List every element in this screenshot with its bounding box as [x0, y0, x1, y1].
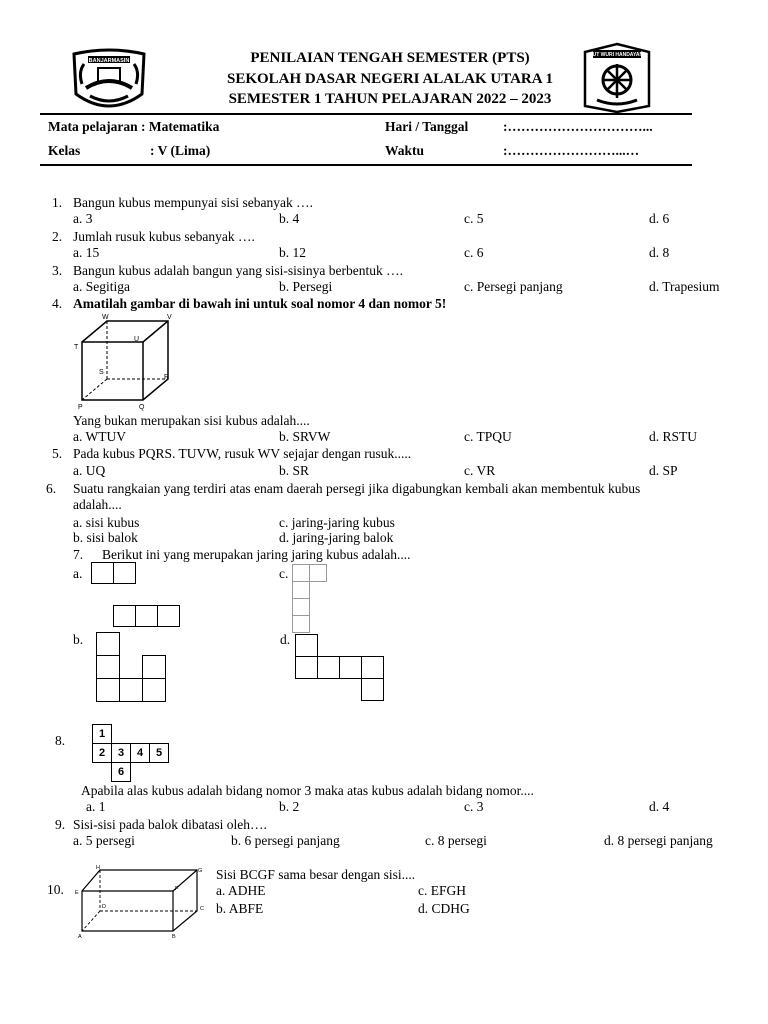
- q7-option-a-label: a.: [73, 566, 83, 581]
- q2-number: 2.: [52, 229, 63, 244]
- cuboid-label-f: F: [175, 886, 179, 892]
- exam-title: PENILAIAN TENGAH SEMESTER (PTS): [250, 50, 530, 66]
- cube-label-r: R: [164, 374, 170, 381]
- school-logo: [68, 44, 150, 118]
- q4-option-b: b. SRVW: [279, 429, 331, 444]
- q8-cell-3: 3: [111, 743, 131, 763]
- q8-option-d: d. 4: [649, 799, 670, 814]
- q7-option-b-label: b.: [73, 632, 84, 647]
- q1-number: 1.: [52, 195, 63, 210]
- q2-option-c: c. 6: [464, 245, 484, 260]
- q4-number: 4.: [52, 296, 63, 311]
- semester-year: SEMESTER 1 TAHUN PELAJARAN 2022 – 2023: [228, 91, 552, 107]
- q4-option-a: a. WTUV: [73, 429, 126, 444]
- cuboid-label-e: E: [75, 890, 79, 896]
- q6-option-c: c. jaring-jaring kubus: [279, 515, 395, 530]
- cuboid-label-d: D: [102, 904, 106, 910]
- q6-option-d: d. jaring-jaring balok: [279, 530, 394, 545]
- q9-option-a: a. 5 persegi: [73, 833, 135, 848]
- q8-cell-5: 5: [149, 743, 169, 763]
- cuboid-label-g: G: [198, 868, 203, 874]
- q10-number: 10.: [47, 882, 64, 897]
- q7-number: 7.: [73, 547, 84, 562]
- class-value: : V (Lima): [150, 143, 211, 158]
- time-label: Waktu: [385, 143, 425, 158]
- q9-text: Sisi-sisi pada balok dibatasi oleh….: [73, 817, 267, 832]
- cube-label-w: W: [102, 314, 109, 321]
- q10-option-c: c. EFGH: [418, 883, 466, 898]
- q7-option-c-label: c.: [279, 566, 289, 581]
- q9-option-b: b. 6 persegi panjang: [231, 833, 340, 848]
- q8-cell-4: 4: [130, 743, 150, 763]
- day-value: :…………………………...: [503, 119, 653, 134]
- q8-cell-1: 1: [92, 724, 112, 744]
- cuboid-figure: [72, 864, 212, 940]
- q3-text: Bangun kubus adalah bangun yang sisi-sisinya berbentuk ….: [73, 263, 403, 278]
- q10-option-b: b. ABFE: [216, 901, 264, 916]
- q5-text: Pada kubus PQRS. TUVW, rusuk WV sejajar dengan rusuk.....: [73, 446, 412, 461]
- q5-option-a: a. UQ: [73, 463, 106, 478]
- q9-option-d: d. 8 persegi panjang: [604, 833, 713, 848]
- cube-label-q: Q: [139, 404, 145, 411]
- q8-option-c: c. 3: [464, 799, 484, 814]
- q5-option-b: b. SR: [279, 463, 310, 478]
- q8-text: Apabila alas kubus adalah bidang nomor 3 maka atas kubus adalah bidang nomor....: [81, 783, 534, 798]
- q6-number: 6.: [46, 481, 57, 496]
- q3-option-b: b. Persegi: [279, 279, 333, 294]
- q3-option-d: d. Trapesium: [649, 279, 720, 294]
- q7-text: Berikut ini yang merupakan jaring jaring kubus adalah....: [102, 547, 411, 562]
- subject-label: Mata pelajaran : Matematika: [48, 119, 220, 134]
- q5-option-c: c. VR: [464, 463, 496, 478]
- q3-option-c: c. Persegi panjang: [464, 279, 563, 294]
- q6-text-line2: adalah....: [73, 497, 122, 512]
- q4-option-d: d. RSTU: [649, 429, 698, 444]
- q8-cell-2: 2: [92, 743, 112, 763]
- cuboid-label-c: C: [200, 906, 204, 912]
- q9-number: 9.: [55, 817, 66, 832]
- q3-option-a: a. Segitiga: [73, 279, 130, 294]
- q8-option-b: b. 2: [279, 799, 300, 814]
- class-label: Kelas: [48, 143, 81, 158]
- cube-label-t: T: [74, 344, 79, 351]
- cube-figure: [72, 312, 182, 412]
- cube-label-u: U: [134, 336, 140, 343]
- q1-option-a: a. 3: [73, 211, 93, 226]
- q10-option-d: d. CDHG: [418, 901, 470, 916]
- cuboid-label-h: H: [96, 865, 100, 871]
- cuboid-label-b: B: [172, 934, 176, 940]
- q6-text-line1: Suatu rangkaian yang terdiri atas enam daerah persegi jika digabungkan kembali akan membentuk kubus: [73, 481, 641, 496]
- q2-text: Jumlah rusuk kubus sebanyak ….: [73, 229, 255, 244]
- q5-option-d: d. SP: [649, 463, 678, 478]
- day-label: Hari / Tanggal: [385, 119, 469, 134]
- q2-option-b: b. 12: [279, 245, 306, 260]
- q4-text: Yang bukan merupakan sisi kubus adalah....: [73, 413, 310, 428]
- time-value: :……………………...…: [503, 143, 640, 158]
- q8-cell-6: 6: [111, 762, 131, 782]
- q4-instruction: Amatilah gambar di bawah ini untuk soal nomor 4 dan nomor 5!: [73, 296, 447, 311]
- q4-option-c: c. TPQU: [464, 429, 512, 444]
- cube-label-v: V: [167, 314, 172, 321]
- q7-option-d-label: d.: [280, 632, 291, 647]
- kemdikbud-logo-text: TUT WURI HANDAYANI: [589, 52, 645, 58]
- q8-option-a: a. 1: [86, 799, 106, 814]
- cube-label-p: P: [78, 404, 83, 411]
- q6-option-b: b. sisi balok: [73, 530, 138, 545]
- q1-option-d: d. 6: [649, 211, 670, 226]
- q3-number: 3.: [52, 263, 63, 278]
- q5-number: 5.: [52, 446, 63, 461]
- school-name: SEKOLAH DASAR NEGERI ALALAK UTARA 1: [226, 71, 554, 87]
- q10-text: Sisi BCGF sama besar dengan sisi....: [216, 867, 416, 882]
- header-rule-top: [40, 113, 692, 115]
- school-logo-text: BANJARMASIN: [88, 58, 130, 64]
- q2-option-a: a. 15: [73, 245, 100, 260]
- q2-option-d: d. 8: [649, 245, 670, 260]
- q1-option-b: b. 4: [279, 211, 300, 226]
- cuboid-label-a: A: [78, 934, 82, 940]
- header-rule-bottom: [40, 164, 692, 166]
- q1-option-c: c. 5: [464, 211, 484, 226]
- q8-number: 8.: [55, 733, 66, 748]
- q1-text: Bangun kubus mempunyai sisi sebanyak ….: [73, 195, 313, 210]
- q9-option-c: c. 8 persegi: [425, 833, 487, 848]
- cube-label-s: S: [99, 369, 104, 376]
- q6-option-a: a. sisi kubus: [73, 515, 140, 530]
- q10-option-a: a. ADHE: [216, 883, 266, 898]
